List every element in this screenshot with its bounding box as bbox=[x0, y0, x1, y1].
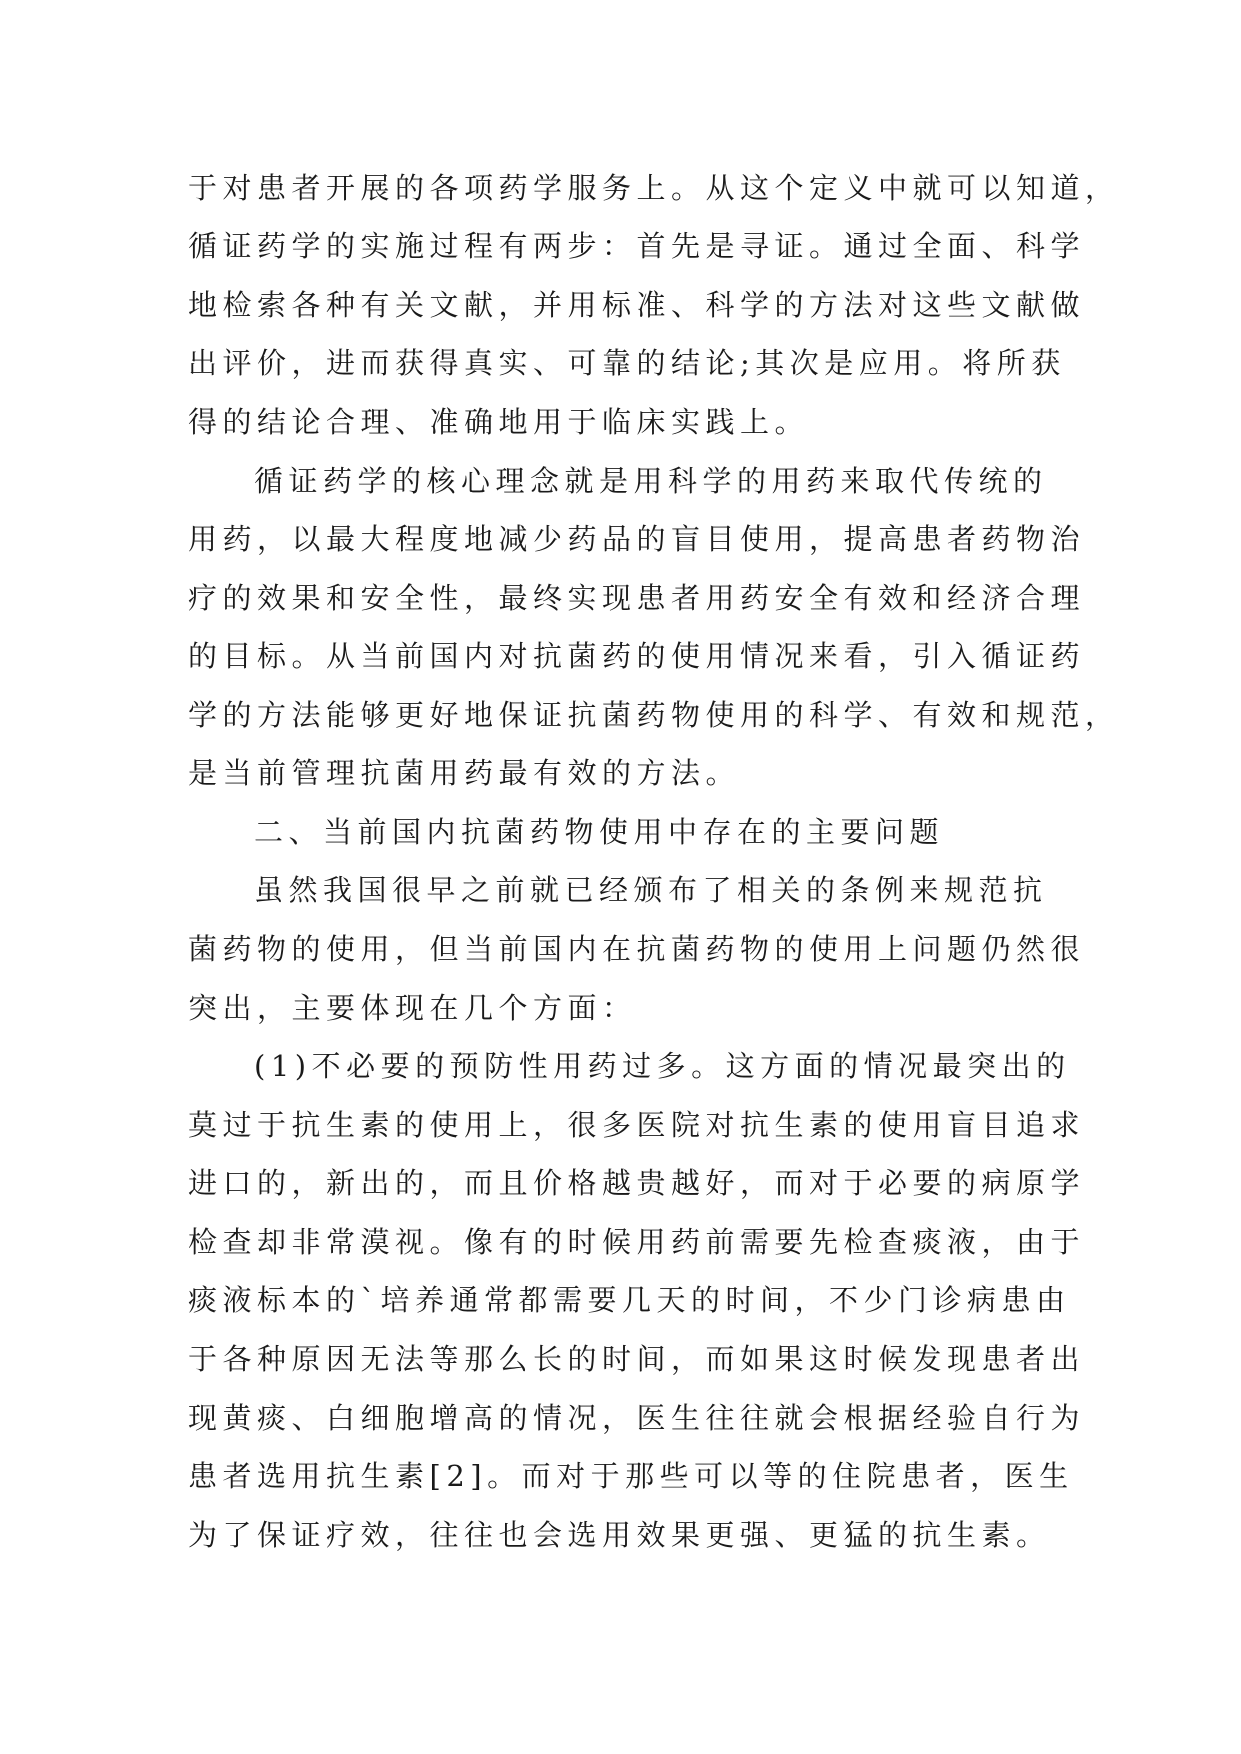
text-line: 于各种原因无法等那么长的时间，而如果这时候发现患者出 bbox=[188, 1342, 1086, 1376]
text-line: 患者选用抗生素[2]。而对于那些可以等的住院患者，医生 bbox=[188, 1459, 1074, 1493]
text-line: 用药，以最大程度地减少药品的盲目使用，提高患者药物治 bbox=[188, 522, 1086, 556]
text-line: 是当前管理抗菌用药最有效的方法。 bbox=[188, 756, 741, 790]
text-line: 循证药学的核心理念就是用科学的用药来取代传统的 bbox=[254, 464, 1048, 498]
section-heading: 二、当前国内抗菌药物使用中存在的主要问题 bbox=[254, 815, 945, 849]
text-line: 检查却非常漠视。像有的时候用药前需要先检查痰液，由于 bbox=[188, 1225, 1086, 1259]
text-line: 现黄痰、白细胞增高的情况，医生往往就会根据经验自行为 bbox=[188, 1401, 1086, 1435]
text-line: 莫过于抗生素的使用上，很多医院对抗生素的使用盲目追求 bbox=[188, 1108, 1086, 1142]
text-line: 痰液标本的`培养通常都需要几天的时间，不少门诊病患由 bbox=[188, 1283, 1071, 1317]
text-line: 虽然我国很早之前就已经颁布了相关的条例来规范抗 bbox=[254, 873, 1048, 907]
text-line: (1)不必要的预防性用药过多。这方面的情况最突出的 bbox=[254, 1049, 1071, 1083]
text-line: 菌药物的使用，但当前国内在抗菌药物的使用上问题仍然很 bbox=[188, 932, 1086, 966]
text-line: 循证药学的实施过程有两步：首先是寻证。通过全面、科学 bbox=[188, 229, 1086, 263]
text-line: 出评价，进而获得真实、可靠的结论;其次是应用。将所获 bbox=[188, 346, 1066, 380]
text-line: 学的方法能够更好地保证抗菌药物使用的科学、有效和规范， bbox=[188, 698, 1120, 732]
text-line: 疗的效果和安全性，最终实现患者用药安全有效和经济合理 bbox=[188, 581, 1086, 615]
text-line: 于对患者开展的各项药学服务上。从这个定义中就可以知道， bbox=[188, 171, 1120, 205]
text-line: 的目标。从当前国内对抗菌药的使用情况来看，引入循证药 bbox=[188, 639, 1086, 673]
text-line: 得的结论合理、准确地用于临床实践上。 bbox=[188, 405, 810, 439]
text-line: 突出，主要体现在几个方面： bbox=[188, 991, 637, 1025]
text-line: 进口的，新出的，而且价格越贵越好，而对于必要的病原学 bbox=[188, 1166, 1086, 1200]
text-line: 地检索各种有关文献，并用标准、科学的方法对这些文献做 bbox=[188, 288, 1086, 322]
text-line: 为了保证疗效，往往也会选用效果更强、更猛的抗生素。 bbox=[188, 1518, 1051, 1552]
